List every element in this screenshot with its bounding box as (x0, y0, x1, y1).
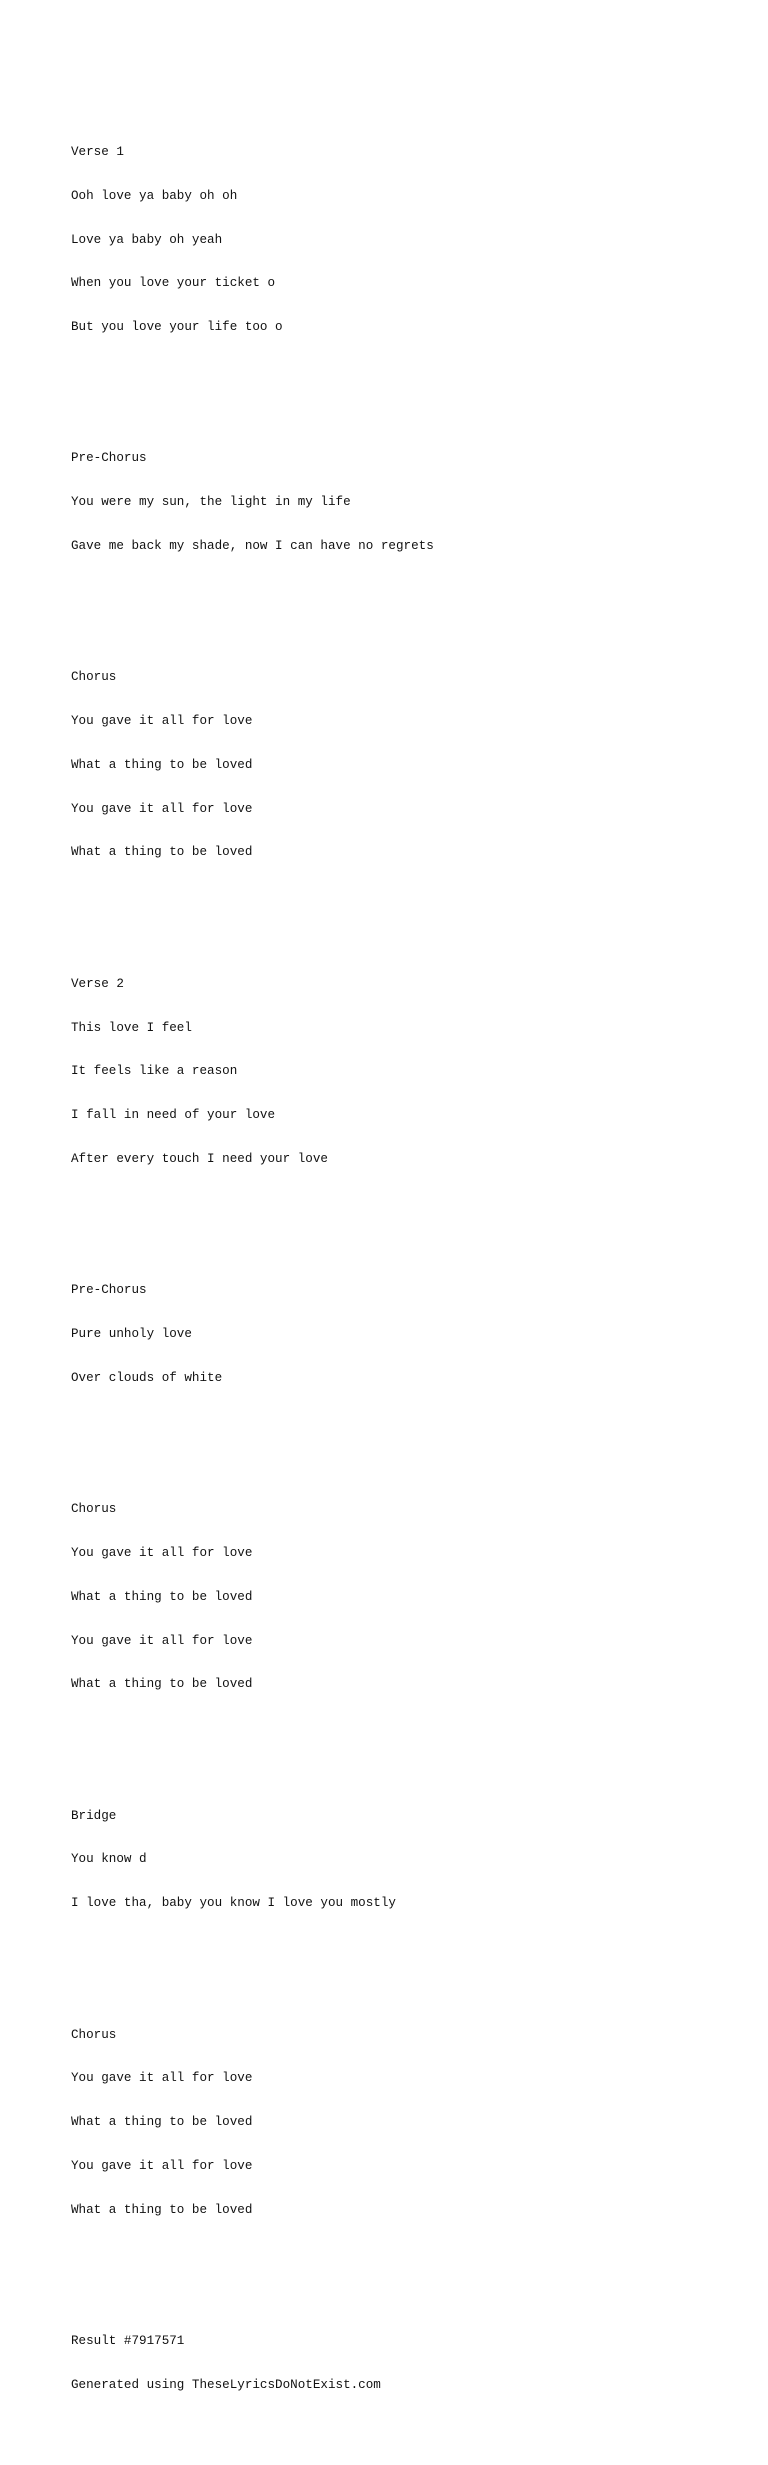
lyric-line: Ooh love ya baby oh oh (71, 188, 238, 203)
lyric-line: This love I feel (71, 1020, 192, 1035)
section-heading: Verse 1 (71, 144, 124, 159)
lyrics-section-verse-2 (71, 948, 751, 1196)
section-heading: Bridge (71, 1808, 117, 1823)
lyric-line: What a thing to be loved (71, 845, 253, 860)
lyric-line: Pure unholy love (71, 1327, 192, 1342)
lyrics-section-pre-chorus-1 (71, 422, 751, 583)
section-heading: Chorus (71, 1502, 117, 1517)
lyric-line: Love ya baby oh yeah (71, 232, 223, 247)
lyrics-section-chorus-3 (71, 1998, 751, 2246)
lyric-line: You know d (71, 1852, 147, 1867)
section-heading: Chorus (71, 2027, 117, 2042)
lyric-line: You gave it all for love (71, 714, 253, 729)
generated-credit: Generated using TheseLyricsDoNotExist.com (71, 2377, 381, 2392)
lyric-line: What a thing to be loved (71, 2115, 253, 2130)
section-heading: Pre-Chorus (71, 451, 147, 466)
lyrics-section-pre-chorus-2 (71, 1254, 751, 1415)
lyrics-section-verse-1 (71, 116, 751, 364)
lyric-line: Over clouds of white (71, 1370, 223, 1385)
lyric-line: When you love your ticket o (71, 276, 276, 291)
document-footer (71, 2305, 751, 2422)
lyric-line: After every touch I need your love (71, 1151, 328, 1166)
result-id: Result #7917571 (71, 2334, 185, 2349)
lyric-line: What a thing to be loved (71, 1589, 253, 1604)
lyric-line: Gave me back my shade, now I can have no regrets (71, 539, 434, 553)
lyrics-section-chorus-2 (71, 1473, 751, 1721)
lyric-line: It feels like a reason (71, 1064, 238, 1079)
lyrics-section-bridge (71, 1779, 751, 1940)
lyrics-document (71, 72, 751, 2465)
lyric-line: You gave it all for love (71, 801, 253, 816)
lyric-line: What a thing to be loved (71, 757, 253, 772)
lyric-line: You gave it all for love (71, 1545, 253, 1560)
lyrics-section-chorus-1 (71, 641, 751, 889)
lyric-line: But you love your life too o (71, 320, 283, 335)
lyric-line: You gave it all for love (71, 2158, 253, 2173)
lyric-line: What a thing to be loved (71, 2202, 253, 2217)
section-heading: Verse 2 (71, 976, 124, 991)
lyric-line: You gave it all for love (71, 2071, 253, 2086)
lyric-line: I fall in need of your love (71, 1108, 276, 1123)
section-heading: Chorus (71, 670, 117, 685)
lyric-line: What a thing to be loved (71, 1677, 253, 1692)
lyric-line: I love tha, baby you know I love you mostly (71, 1896, 396, 1911)
lyric-line: You gave it all for love (71, 1633, 253, 1648)
section-heading: Pre-Chorus (71, 1283, 147, 1298)
lyric-line: You were my sun, the light in my life (71, 495, 351, 510)
